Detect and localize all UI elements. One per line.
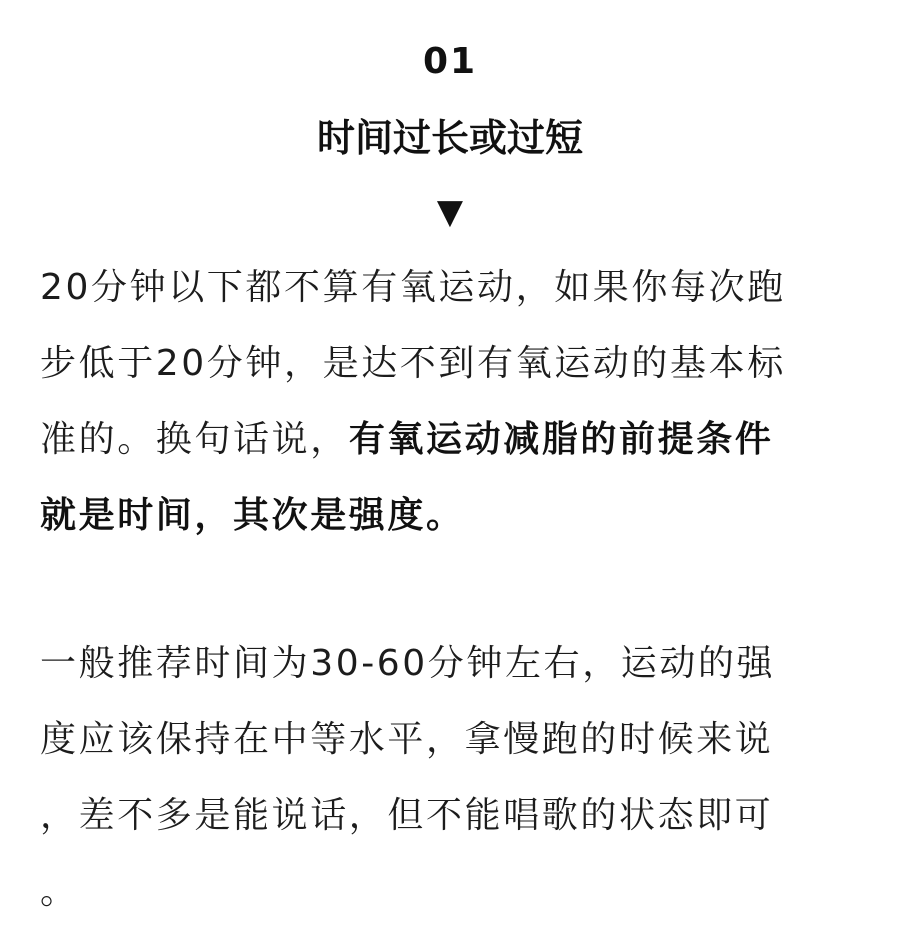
paragraph-line [40,402,860,478]
section-title: 时间过长或过短 [316,116,583,160]
text-run: 步低于20分钟，是达不到有氧运动的基本标 [40,343,786,384]
paragraph-line [40,778,860,854]
section-number: 01 [422,41,478,82]
text-run: 准的。换句话说， [40,419,349,460]
text-run: 20分钟以下都不算有氧运动，如果你每次跑 [40,267,786,308]
emphasized-text: 有氧运动减脂的前提条件 [348,419,774,460]
emphasized-text: 就是时间，其次是强度。 [40,495,465,536]
text-run: ，差不多是能说话，但不能唱歌的状态即可 [40,795,774,836]
paragraph-line [40,854,860,930]
text-run: 一般推荐时间为30-60分钟左右，运动的强 [40,643,776,684]
paragraph-line [40,702,860,778]
text-run: 度应该保持在中等水平，拿慢跑的时候来说 [40,719,774,760]
paragraph-line [40,250,860,326]
paragraph-1 [40,250,860,554]
paragraph-line [40,478,860,554]
down-triangle-icon: ▼ [436,192,464,232]
paragraph-2 [40,626,860,930]
text-run: 。 [40,871,79,912]
paragraph-line [40,326,860,402]
paragraph-line [40,626,860,702]
